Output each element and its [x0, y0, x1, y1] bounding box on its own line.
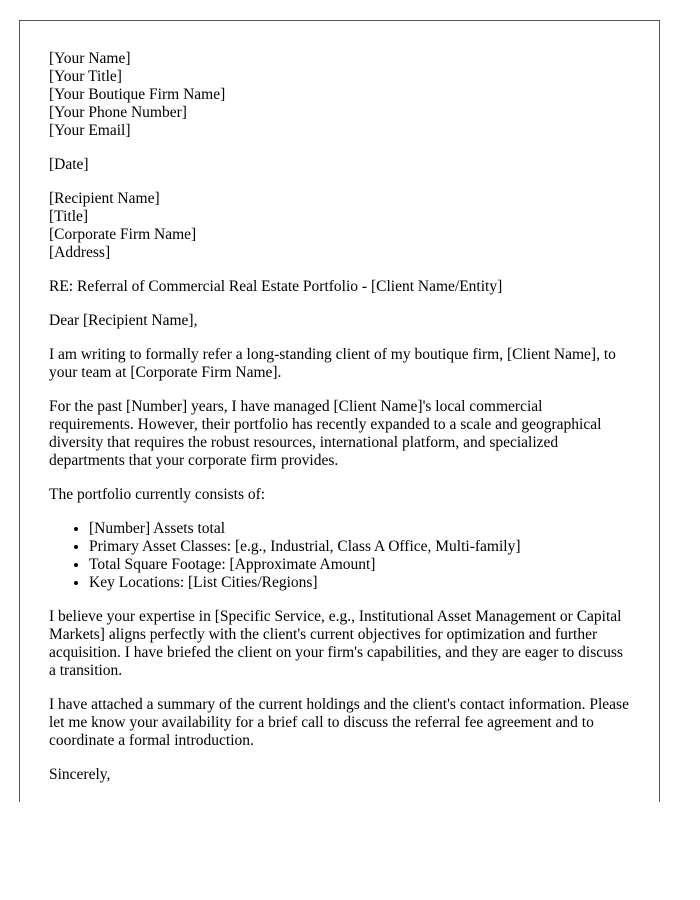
letter-page — [19, 20, 660, 802]
paragraph-portfolio-lead: The portfolio currently consists of: — [49, 486, 266, 503]
portfolio-item-asset-classes: • Primary Asset Classes: [e.g., Industrial, Class A Office, Multi-family] — [89, 538, 629, 556]
letter-content — [49, 50, 629, 784]
recipient-address: [Address] — [49, 244, 111, 261]
sender-email: [Your Email] — [49, 122, 131, 139]
sender-phone: [Your Phone Number] — [49, 104, 187, 121]
date-block — [49, 156, 629, 174]
portfolio-item-square-footage: • Total Square Footage: [Approximate Amount] — [89, 556, 629, 574]
sender-name: [Your Name] — [49, 50, 131, 67]
recipient-block — [49, 190, 629, 262]
sender-firm: [Your Boutique Firm Name] — [49, 86, 226, 103]
letter-date: [Date] — [49, 156, 89, 173]
recipient-title: [Title] — [49, 208, 89, 225]
signoff: Sincerely, — [49, 766, 111, 783]
paragraph-closing: I have attached a summary of the current holdings and the client's contact information. Please let me know your availability for a brief call to discuss the referral fee agreement and to coordinate a formal introduction. — [49, 696, 629, 749]
subject-line: RE: Referral of Commercial Real Estate Portfolio - [Client Name/Entity] — [49, 278, 503, 295]
recipient-firm: [Corporate Firm Name] — [49, 226, 197, 243]
recipient-name: [Recipient Name] — [49, 190, 160, 207]
sender-title: [Your Title] — [49, 68, 122, 85]
paragraph-expertise: I believe your expertise in [Specific Service, e.g., Institutional Asset Management or Capital Markets] aligns perfectly with the client's current objectives for optimization and further acquisition. I have briefed the client on your firm's capabilities, and they are eager to discuss a transition. — [49, 608, 623, 679]
paragraph-background: For the past [Number] years, I have managed [Client Name]'s local commercial requirements. However, their portfolio has recently expanded to a scale and geographical diversity that requires the robust resources, international platform, and specialized departments that your corporate firm provides. — [49, 398, 602, 469]
sender-block — [49, 50, 629, 140]
paragraph-intro: I am writing to formally refer a long-standing client of my boutique firm, [Client Name], to your team at [Corporate Firm Name]. — [49, 346, 616, 381]
salutation: Dear [Recipient Name], — [49, 312, 198, 329]
portfolio-list — [49, 520, 629, 592]
portfolio-item-assets: • [Number] Assets total — [89, 520, 629, 538]
portfolio-item-locations: • Key Locations: [List Cities/Regions] — [89, 574, 629, 592]
